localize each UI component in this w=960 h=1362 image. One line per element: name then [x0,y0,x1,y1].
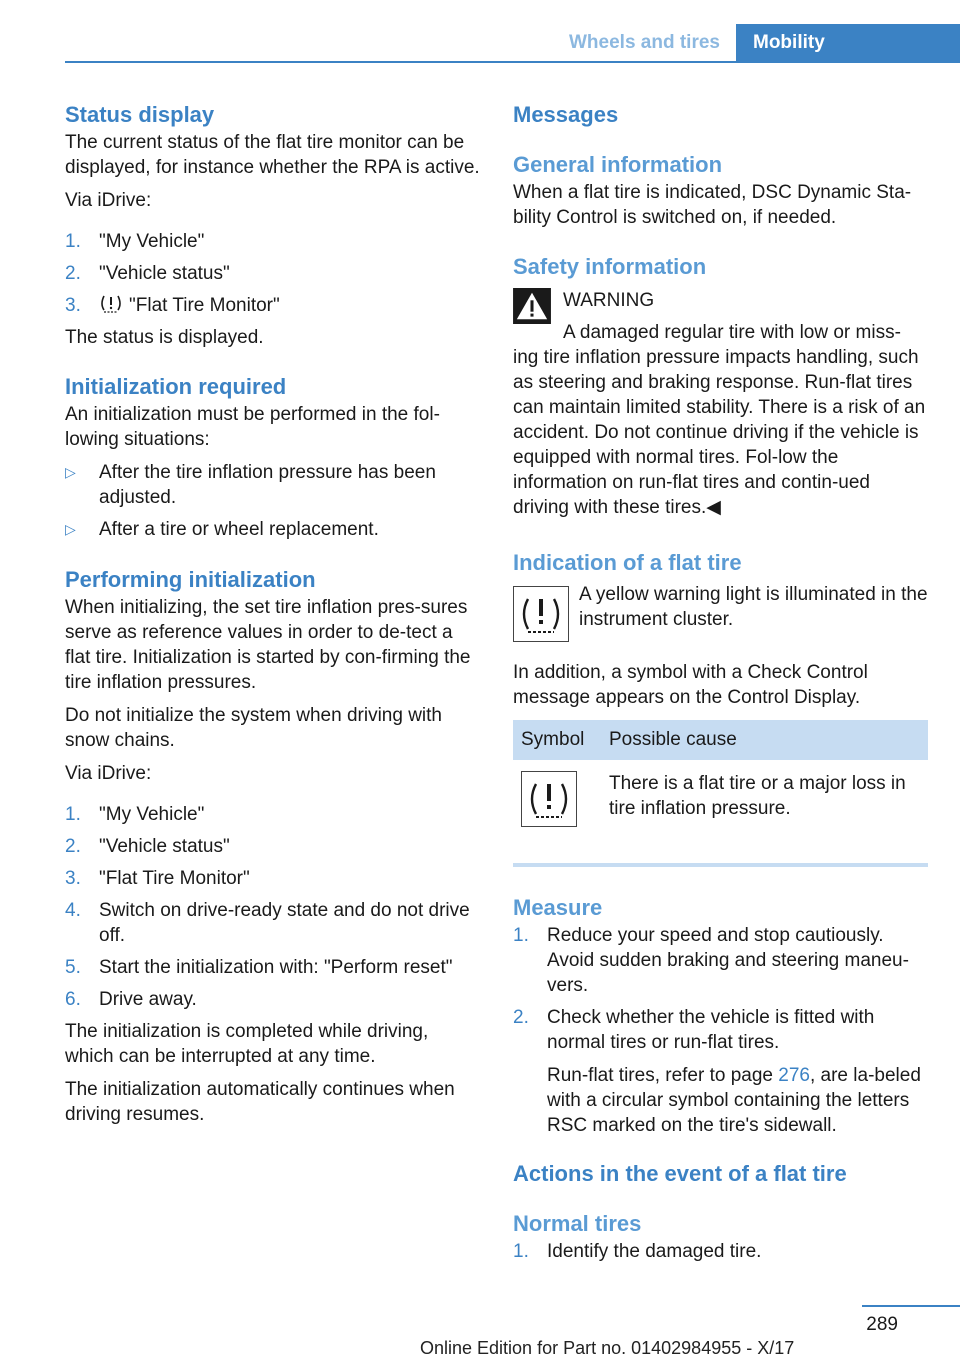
warning-label: WARNING [563,290,655,311]
general-information-heading: General information [513,152,723,177]
status-display-heading: Status display [65,102,215,127]
right-column [513,100,928,1271]
page-number: 289 [866,1314,898,1335]
list-item: 6. Drive away. [65,989,197,1010]
general-information-text: When a flat tire is indicated, DSC Dynamic Sta‐bility Control is switched on, if needed. [513,182,912,228]
left-column [65,100,480,1127]
bullet-triangle-icon: ▷ [65,521,76,537]
list-item: 1. Reduce your speed and stop cautiously. Avoid sudden braking and steering maneu‐vers. [513,925,909,996]
performing-p3: The initialization is completed while driving, which can be interrupted at any time. [65,1021,429,1067]
actions-heading: Actions in the event of a flat tire [513,1161,847,1186]
status-steps [65,229,480,318]
warning-first-line: A damaged regular tire with low or miss‐ [563,322,901,343]
edition-text: Online Edition for Part no. 01402984955 - X/17 [420,1338,795,1358]
list-item: 1. "My Vehicle" [65,231,205,252]
header-rule [65,61,960,63]
bullet-triangle-icon: ▷ [65,464,76,480]
measure-heading: Measure [513,895,603,920]
warning-light-text: A yellow warning light is illuminated in the instrument cluster. [579,584,928,630]
flat-tire-warning-light-icon [513,586,569,642]
performing-steps [65,802,480,1012]
warning-text: ing tire inflation pressure impacts handling, such as steering and braking response. Run-flat tires can maintain limited stability. There is a risk of an accident. Do not continue driving if the vehicle is equipped with normal tires. Fol‐low the information on run-flat tires and contin‐ued driving with these tires.◀ [513,347,926,518]
measure-steps [513,923,928,1138]
status-intro: The current status of the flat tire monitor can be displayed, for instance whether the RPA is active. [65,132,480,178]
performing-p1: When initializing, the set tire inflation pres‐sures serve as reference values in order to de‐tect a flat tire. Initialization is started by con‐firming the tire inflation pressures. [65,597,471,693]
column-header-cause: Possible cause [601,720,928,760]
list-item: ▷ After the tire inflation pressure has been adjusted. [65,462,436,508]
page-reference-link[interactable]: 276 [778,1065,810,1086]
flat-tire-symbol-icon [521,771,577,827]
list-item: 2. "Vehicle status" [65,263,230,284]
table-header-row [513,720,928,760]
list-item: ▷ After a tire or wheel replacement. [65,519,379,540]
indicator-light-block [513,582,928,640]
status-result: The status is displayed. [65,327,264,348]
indication-heading: Indication of a flat tire [513,550,742,575]
flat-tire-icon [99,294,123,314]
list-item: 4. Switch on drive-ready state and do not drive off. [65,900,470,946]
list-item: 5. Start the initialization with: "Perform reset" [65,957,453,978]
performing-initialization-heading: Performing initialization [65,567,316,592]
messages-heading: Messages [513,102,619,127]
performing-p4: The initialization automatically continues when driving resumes. [65,1079,455,1125]
list-item: 3. "Flat Tire Monitor" [65,295,280,316]
actions-steps [513,1239,928,1264]
warning-block [513,288,928,520]
cause-cell: There is a flat tire or a major loss in tire inflation pressure. [609,773,906,819]
list-item: 3. "Flat Tire Monitor" [65,868,250,889]
init-required-intro: An initialization must be performed in the fol‐lowing situations: [65,404,440,450]
status-via: Via iDrive: [65,190,152,211]
symbol-cell [513,760,601,863]
running-header-chapter: Mobility [736,24,960,62]
table-row [513,760,928,863]
warning-triangle-icon [513,288,551,324]
run-flat-note: Run-flat tires, refer to page 276, are la‐beled with a circular symbol containing the letters RSC marked on the tire's sidewall. [547,1065,921,1136]
list-item: 1. Identify the damaged tire. [513,1241,762,1262]
list-item: 2. "Vehicle status" [65,836,230,857]
list-item: 1. "My Vehicle" [65,804,205,825]
performing-p2: Do not initialize the system when driving with snow chains. [65,705,443,751]
symbol-table [513,720,928,863]
list-item: 2. Check whether the vehicle is fitted with normal tires or run-flat tires. Run-flat tires, refer to page 276, are la‐beled with a circular symbol containing the letters RSC marked on the tire's sidewall. [513,1005,928,1138]
indication-addition: In addition, a symbol with a Check Control message appears on the Control Display. [513,662,868,708]
performing-via: Via iDrive: [65,763,152,784]
safety-information-heading: Safety information [513,254,707,279]
normal-tires-heading: Normal tires [513,1211,642,1236]
init-required-bullets [65,460,480,542]
initialization-required-heading: Initialization required [65,374,287,399]
column-header-symbol: Symbol [513,720,601,760]
running-header-section: Wheels and tires [569,32,720,53]
footer-rule [862,1305,960,1307]
